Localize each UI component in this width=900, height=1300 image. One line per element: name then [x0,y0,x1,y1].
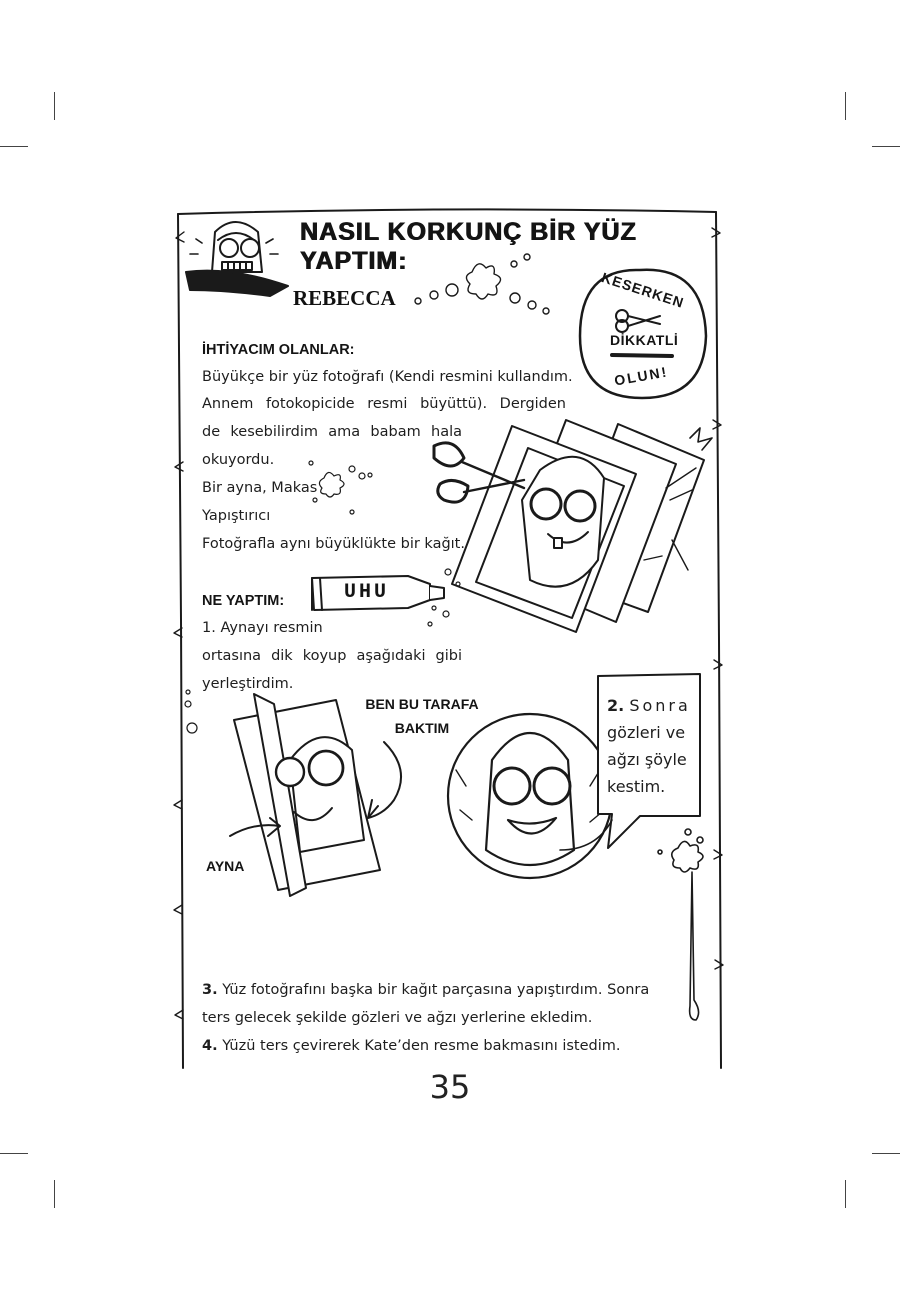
step1-line-3: yerleştirdim. [202,676,294,692]
step1-line-2: ortasına dik koyup aşağıdaki gibi [202,648,462,664]
needs-line-6: Yapıştırıcı [202,508,271,524]
did-heading: NE YAPTIM: [202,593,285,609]
step4-number: 4. [202,1038,218,1054]
caption-look-line-1: BEN BU TARAFA [365,696,479,712]
caption-look-here [360,692,484,740]
needs-line-7: Fotoğrafla aynı büyüklükte bir kağıt. [202,536,465,552]
bubble-first-word: Sonra [629,696,691,715]
needs-line-2: Annem fotokopicide resmi büyüttü). Dergiden [202,396,566,412]
step3-number: 3. [202,982,218,998]
needs-line-4: okuyordu. [202,452,275,468]
step3-line-1 [202,982,649,998]
step3-text-1: Yüz fotoğrafını başka bir kağıt parçasına yapıştırdım. Sonra [222,982,650,998]
bubble-line-3: kestim. [607,777,666,796]
rebecca-cartoon [186,222,288,296]
step1-line-1: 1. Aynayı resmin [202,620,323,636]
bubble-text [607,692,699,800]
bubble-line-1: gözleri ve [607,723,686,742]
glue-drip-decoration [658,829,703,1020]
badge-middle-word: DİKKATLİ [610,332,679,348]
bubbles-decoration-2 [309,461,372,514]
needs-line-5: Bir ayna, Makas [202,480,318,496]
bubble-first-line [607,692,699,719]
step4-line [202,1038,621,1054]
author-name: REBECCA [293,286,396,310]
bubble-line-2: ağzı şöyle [607,750,687,769]
needs-heading: İHTİYACIM OLANLAR: [202,342,355,358]
badge-bottom-word: OLUN! [613,363,670,389]
step3-line-2: ters gelecek şekilde gözleri ve ağzı yerlerine ekledim. [202,1010,593,1026]
badge-top-word: KESERKEN [599,269,687,311]
photo-stack-illustration [434,420,712,632]
page-title: NASIL KORKUNÇ BİR YÜZ YAPTIM: [300,218,637,275]
caption-look-line-2: BAKTIM [394,720,450,736]
needs-line-3: de kesebilirdim ama babam hala [202,424,462,440]
step4-text: Yüzü ters çevirerek Kate’den resme bakmasını istedim. [222,1038,621,1054]
page-number: 35 [429,1068,471,1106]
bubble-step-number: 2. [607,696,625,715]
needs-line-1: Büyükçe bir yüz fotoğrafı (Kendi resmini kullandım. [202,369,573,385]
caption-mirror: AYNA [206,858,245,874]
glue-label: UHU [344,581,390,604]
